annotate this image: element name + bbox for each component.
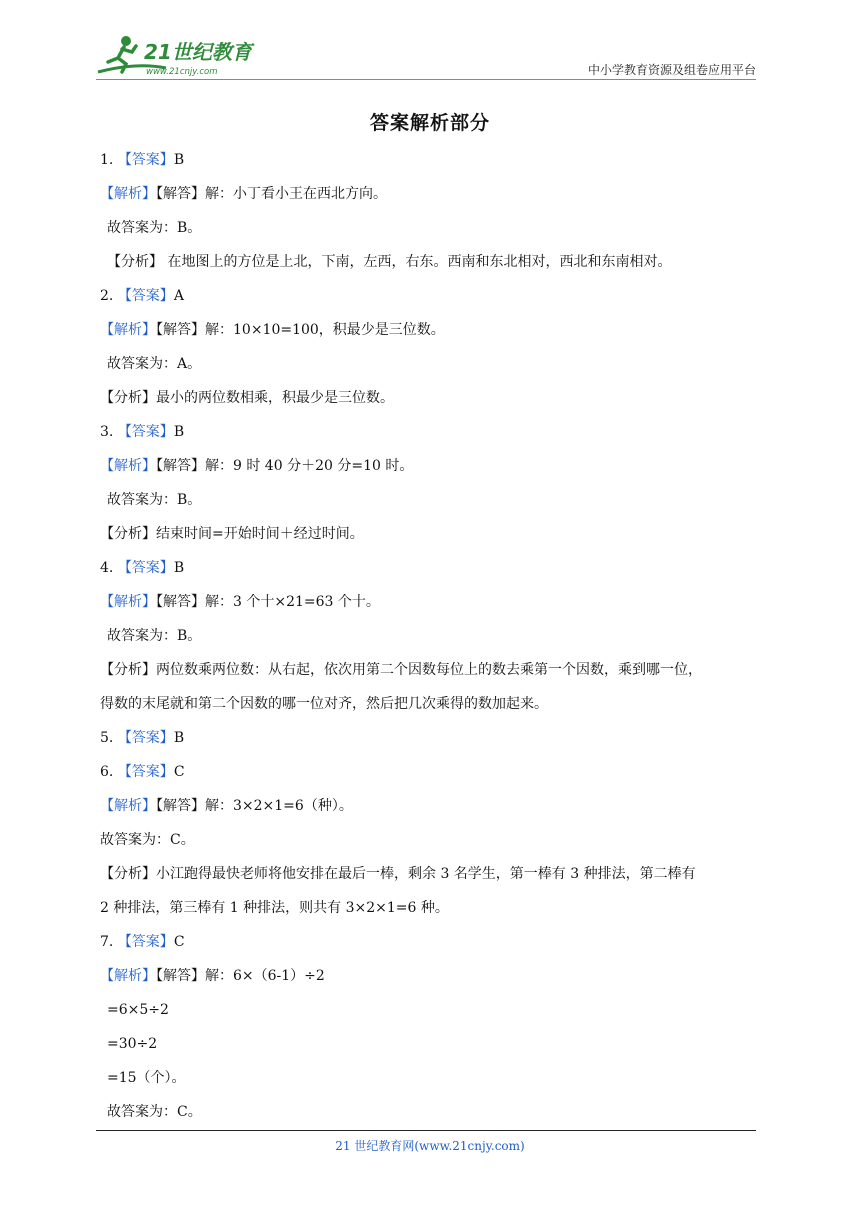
line-text: 【解答】解：小丁看小王在西北方向。 (156, 186, 387, 202)
line-text: C (173, 934, 185, 950)
logo-text: 21世纪教育 (144, 40, 252, 64)
content-line (100, 1061, 764, 1095)
answer-label: 【答案】 (117, 934, 174, 950)
running-man-logo-icon (96, 32, 261, 78)
content-line (100, 857, 764, 891)
line-text: 3. (100, 424, 118, 440)
line-text: B (173, 152, 185, 168)
line-text: 【分析】小江跑得最快老师将他安排在最后一棒，剩余 3 名学生，第一棒有 3 种排法，第二棒有 (100, 866, 696, 882)
line-text: 5. (100, 730, 118, 746)
content-line (100, 789, 764, 823)
answer-label: 【解析】 (100, 594, 156, 610)
header-platform-text: 中小学教育资源及组卷应用平台 (587, 63, 756, 77)
line-text: 得数的末尾就和第二个因数的哪一位对齐，然后把几次乘得的数加起来。 (100, 696, 548, 712)
line-text: B (173, 424, 185, 440)
line-text: 6. (100, 764, 118, 780)
line-text: 【分析】最小的两位数相乘，积最少是三位数。 (100, 390, 394, 406)
line-text: 故答案为：B。 (107, 492, 202, 508)
answer-label: 【解析】 (100, 798, 156, 814)
content-line (100, 143, 764, 177)
answer-label: 【答案】 (117, 730, 174, 746)
answer-label: 【答案】 (117, 424, 174, 440)
answer-label: 【解析】 (100, 186, 156, 202)
footer-text: 21 世纪教育网(www.21cnjy.com) (335, 1139, 525, 1153)
content-line (100, 891, 764, 925)
line-text: A (173, 288, 184, 304)
line-text: 【分析】两位数乘两位数：从右起，依次用第二个因数每位上的数去乘第一个因数，乘到哪一位， (100, 662, 702, 678)
content-line (100, 925, 764, 959)
line-text: 【解答】解：10×10=100，积最少是三位数。 (156, 322, 445, 338)
line-text: B (173, 560, 185, 576)
content-line (100, 959, 764, 993)
line-text: 【解答】解：9 时 40 分＋20 分=10 时。 (156, 458, 414, 474)
content-line (100, 585, 764, 619)
content-line (100, 313, 764, 347)
content-line (100, 483, 764, 517)
content-line (100, 517, 764, 551)
answer-label: 【解析】 (100, 968, 156, 984)
content-line (100, 755, 764, 789)
content-line (100, 619, 764, 653)
line-text: 【分析】结束时间=开始时间＋经过时间。 (100, 526, 364, 542)
line-text: 故答案为：C。 (107, 1104, 202, 1120)
content-line (100, 245, 764, 279)
answer-label: 【答案】 (117, 152, 174, 168)
line-text: 故答案为：B。 (107, 220, 202, 236)
answer-label: 【答案】 (117, 560, 174, 576)
page-title: 答案解析部分 (369, 112, 490, 134)
answer-label: 【答案】 (117, 764, 174, 780)
line-text: 故答案为：A。 (107, 356, 202, 372)
line-text: C (173, 764, 185, 780)
content-line (100, 1027, 764, 1061)
content-line (100, 687, 764, 721)
line-text: 故答案为：B。 (107, 628, 202, 644)
line-text: 2 种排法，第三棒有 1 种排法，则共有 3×2×1=6 种。 (100, 900, 449, 916)
answer-label: 【答案】 (117, 288, 174, 304)
line-text: 【解答】解：3×2×1=6（种）。 (156, 798, 353, 814)
line-text: 【解答】解：6×（6-1）÷2 (156, 968, 325, 984)
answer-content (100, 143, 764, 1129)
line-text: 7. (100, 934, 118, 950)
content-line (100, 551, 764, 585)
line-text: 2. (100, 288, 118, 304)
site-logo (96, 32, 261, 78)
line-text: =30÷2 (107, 1036, 158, 1052)
content-line (100, 993, 764, 1027)
line-text: =6×5÷2 (107, 1002, 169, 1018)
content-line (100, 449, 764, 483)
line-text: 4. (100, 560, 118, 576)
answer-label: 【解析】 (100, 322, 156, 338)
logo-url: www.21cnjy.com (146, 67, 218, 77)
content-line (100, 177, 764, 211)
line-text: 1. (100, 152, 118, 168)
footer-divider (96, 1130, 756, 1131)
content-line (100, 347, 764, 381)
content-line (100, 279, 764, 313)
line-text: =15（个）。 (107, 1070, 186, 1086)
line-text: 【分析】 在地图上的方位是上北，下南，左西，右东。西南和东北相对，西北和东南相对。 (107, 254, 672, 270)
content-line (100, 415, 764, 449)
content-line (100, 653, 764, 687)
line-text: 故答案为：C。 (100, 832, 195, 848)
line-text: B (173, 730, 185, 746)
content-line (100, 211, 764, 245)
line-text: 【解答】解：3 个十×21=63 个十。 (156, 594, 380, 610)
content-line (100, 381, 764, 415)
content-line (100, 721, 764, 755)
content-line (100, 823, 764, 857)
content-line (100, 1095, 764, 1129)
header-divider (96, 79, 756, 80)
answer-label: 【解析】 (100, 458, 156, 474)
